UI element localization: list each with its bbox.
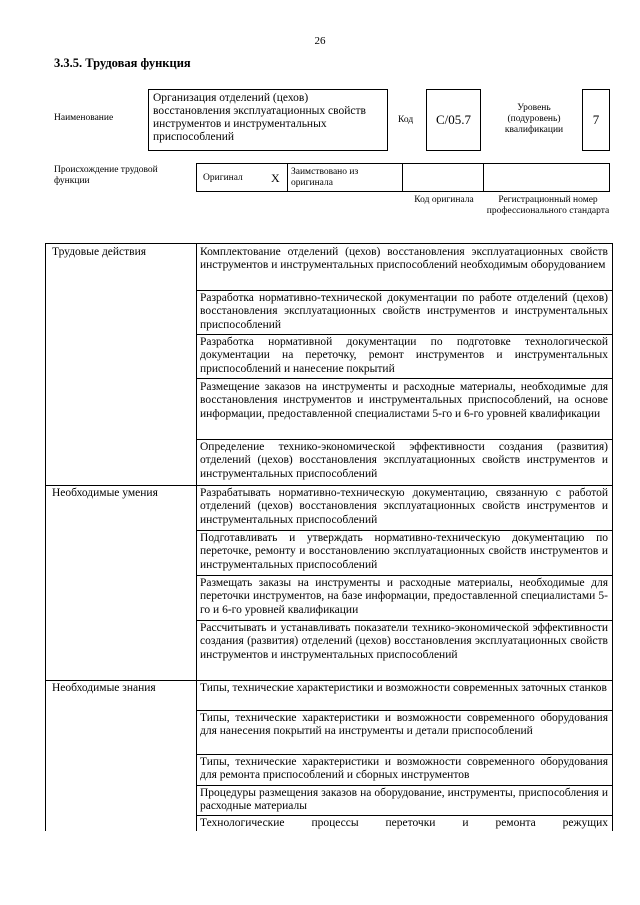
function-code-box: C/05.7 bbox=[426, 89, 481, 151]
row-divider bbox=[196, 710, 612, 711]
borrowed-label: Заимствовано из оригинала bbox=[291, 167, 359, 188]
list-item: Процедуры размещения заказов на оборудование, инструменты, приспособления и расходные материалы bbox=[200, 787, 608, 813]
section-divider bbox=[46, 485, 612, 486]
list-item: Определение технико-экономической эффективности создания (развития) отделений (цехов) восстановления эксплуатационных свойств инструментов и инструментальных приспособлений bbox=[200, 441, 608, 480]
origin-table bbox=[196, 163, 610, 192]
row-divider bbox=[196, 785, 612, 786]
function-name-box: Организация отделений (цехов) восстановления эксплуатационных свойств инструментов и инструментальных приспособлений bbox=[148, 89, 388, 151]
list-item: Размещать заказы на инструменты и расходные материалы, необходимые для переточки инструментов, на базе информации, предоставленной специалистами 5-го и 6-го уровней квалификации bbox=[200, 577, 608, 616]
original-mark: X bbox=[271, 171, 280, 185]
row-divider bbox=[196, 334, 612, 335]
row-divider bbox=[196, 290, 612, 291]
list-item: Разрабатывать нормативно-техническую документацию, связанную с работой отделений (цехов) восстановления эксплуатационных свойств инструментов и инструментальных приспособлений bbox=[200, 487, 608, 526]
list-item: Разработка нормативной документации по подготовке технологической документации на переточку, ремонт инструментов и инструментальных приспособлений и нанесение покрытий bbox=[200, 336, 608, 375]
original-cell bbox=[196, 163, 288, 192]
list-item: Подготавливать и утверждать нормативно-техническую документацию по переточке, ремонту и восстановлению эксплуатационных свойств инструментов и инструментальных приспособлений bbox=[200, 532, 608, 571]
section-title-required-skills: Необходимые умения bbox=[52, 487, 158, 499]
function-details-table bbox=[45, 243, 613, 831]
name-label: Наименование bbox=[54, 113, 114, 123]
row-divider bbox=[196, 530, 612, 531]
list-item: Типы, технические характеристики и возможности современного оборудования для ремонта приспособлений и сборных инструментов bbox=[200, 756, 608, 782]
row-divider bbox=[196, 620, 612, 621]
page-number: 26 bbox=[314, 35, 326, 47]
reg-number-cell bbox=[483, 163, 610, 192]
list-item: Комплектование отделений (цехов) восстановления эксплуатационных свойств инструментов и инструментальных приспособлений необходимым оборудованием bbox=[200, 246, 608, 272]
section-divider bbox=[46, 680, 612, 681]
row-divider bbox=[196, 754, 612, 755]
row-divider bbox=[196, 378, 612, 379]
level-value-box: 7 bbox=[582, 89, 610, 151]
code-label: Код bbox=[398, 115, 414, 125]
list-item: Рассчитывать и устанавливать показатели технико-экономической эффективности создания (развития) отделений (цехов) восстановления эксплуатационных свойств инструментов и инструментальных приспособлений bbox=[200, 622, 608, 661]
row-divider bbox=[196, 575, 612, 576]
row-divider bbox=[196, 815, 612, 816]
row-divider bbox=[196, 439, 612, 440]
list-item: Разработка нормативно-технической документации по работе отделений (цехов) восстановления эксплуатационных свойств инструментов и инструментальных приспособлений bbox=[200, 292, 608, 331]
list-item: Технологические процессы переточки и ремонта режущих bbox=[200, 817, 608, 829]
borrowed-cell bbox=[287, 163, 403, 192]
list-item: Типы, технические характеристики и возможности современного оборудования для нанесения покрытий на инструменты и детали приспособлений bbox=[200, 712, 608, 738]
section-title-labor-actions: Трудовые действия bbox=[52, 246, 147, 258]
section-title: 3.3.5. Трудовая функция bbox=[54, 56, 191, 70]
empty-cell bbox=[402, 163, 484, 192]
code-original-caption: Код оригинала bbox=[414, 195, 474, 205]
level-label: Уровень (подуровень) квалификации bbox=[504, 103, 564, 135]
list-item: Размещение заказов на инструменты и расходные материалы, необходимые для восстановления инструментов и инструментальных приспособлений, на основе информации, предоставленной специалистами 5-го и 6-го уровней квалификации bbox=[200, 381, 608, 420]
reg-number-caption: Регистрационный номер профессионального стандарта bbox=[486, 195, 610, 216]
column-divider bbox=[196, 244, 197, 831]
original-label: Оригинал bbox=[203, 173, 243, 183]
origin-label: Происхождение трудовой функции bbox=[54, 165, 158, 186]
section-title-required-knowledge: Необходимые знания bbox=[52, 682, 156, 694]
list-item: Типы, технические характеристики и возможности современных заточных станков bbox=[200, 682, 607, 694]
